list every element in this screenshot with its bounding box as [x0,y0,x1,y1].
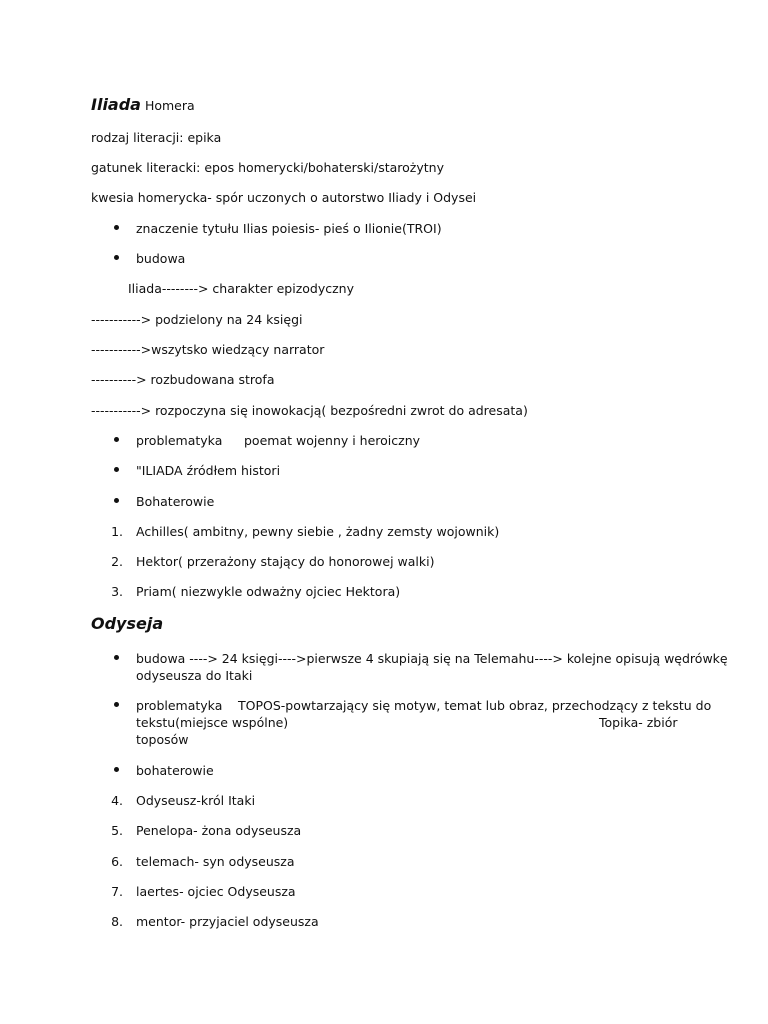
arrow-line-2: ----------->wszytsko wiedzący narrator [91,342,325,357]
list-number: 3. [111,584,123,599]
list-item: Odyseusz-król Itaki [136,793,256,808]
iliada-heading [91,96,195,114]
list-item: Hektor( przerażony stający do honorowej walki) [136,554,435,569]
bullet-icon [114,767,119,772]
bullet-icon [114,255,119,260]
bullet-icon [114,702,119,707]
list-item: Achilles( ambitny, pewny siebie , żadny zemsty wojownik) [136,524,500,539]
list-item: Priam( niezwykle odważny ojciec Hektora) [136,584,401,599]
odyseja-problematyka-line-3: toposów [136,732,189,747]
list-number: 1. [111,524,123,539]
list-item: mentor- przyjaciel odyseusza [136,914,319,929]
bullet-znaczenie: znaczenie tytułu Ilias poiesis- pieś o Ilionie(TROI) [136,221,442,236]
iliada-author: Homera [144,98,195,113]
bullet-icon [114,225,119,230]
odyseja-budowa-line-2: odyseusza do Itaki [136,668,253,683]
odyseja-bohaterowie: bohaterowie [136,763,214,778]
list-item: telemach- syn odyseusza [136,854,295,869]
bullet-problematyka-label: problematyka [136,433,223,448]
bullet-icon [114,498,119,503]
odyseja-problematyka-line-2b: Topika- zbiór [599,715,678,730]
rodzaj-line: rodzaj literacji: epika [91,130,222,145]
bullet-problematyka-value: poemat wojenny i heroiczny [244,433,421,448]
bullet-zrodlem: "ILIADA źródłem histori [136,463,281,478]
odyseja-problematyka-label: problematyka [136,698,223,713]
bullet-icon [114,437,119,442]
list-number: 7. [111,884,123,899]
list-number: 2. [111,554,123,569]
iliada-title: Iliada [91,95,141,114]
arrow-line-1: -----------> podzielony na 24 księgi [91,312,303,327]
odyseja-problematyka-line-2a: tekstu(miejsce wspólne) [136,715,289,730]
list-number: 4. [111,793,123,808]
arrow-line-3: ----------> rozbudowana strofa [91,372,275,387]
list-number: 5. [111,823,123,838]
odyseja-budowa-line-1: budowa ----> 24 księgi---->pierwsze 4 skupiają się na Telemahu----> kolejne opisują wędrówkę [136,651,728,666]
gatunek-line: gatunek literacki: epos homerycki/bohaterski/starożytny [91,160,444,175]
list-item: Penelopa- żona odyseusza [136,823,302,838]
list-number: 8. [111,914,123,929]
list-item: laertes- ojciec Odyseusza [136,884,296,899]
odyseja-problematyka-value: TOPOS-powtarzający się motyw, temat lub obraz, przechodzący z tekstu do [238,698,712,713]
bullet-bohaterowie: Bohaterowie [136,494,215,509]
bullet-icon [114,467,119,472]
list-number: 6. [111,854,123,869]
bullet-budowa: budowa [136,251,186,266]
budowa-line: Iliada--------> charakter epizodyczny [128,281,355,296]
bullet-icon [114,655,119,660]
odyseja-title: Odyseja [91,614,164,633]
kwesia-line: kwesia homerycka- spór uczonych o autorstwo Iliady i Odysei [91,190,477,205]
arrow-line-4: -----------> rozpoczyna się inowokacją( bezpośredni zwrot do adresata) [91,403,528,418]
